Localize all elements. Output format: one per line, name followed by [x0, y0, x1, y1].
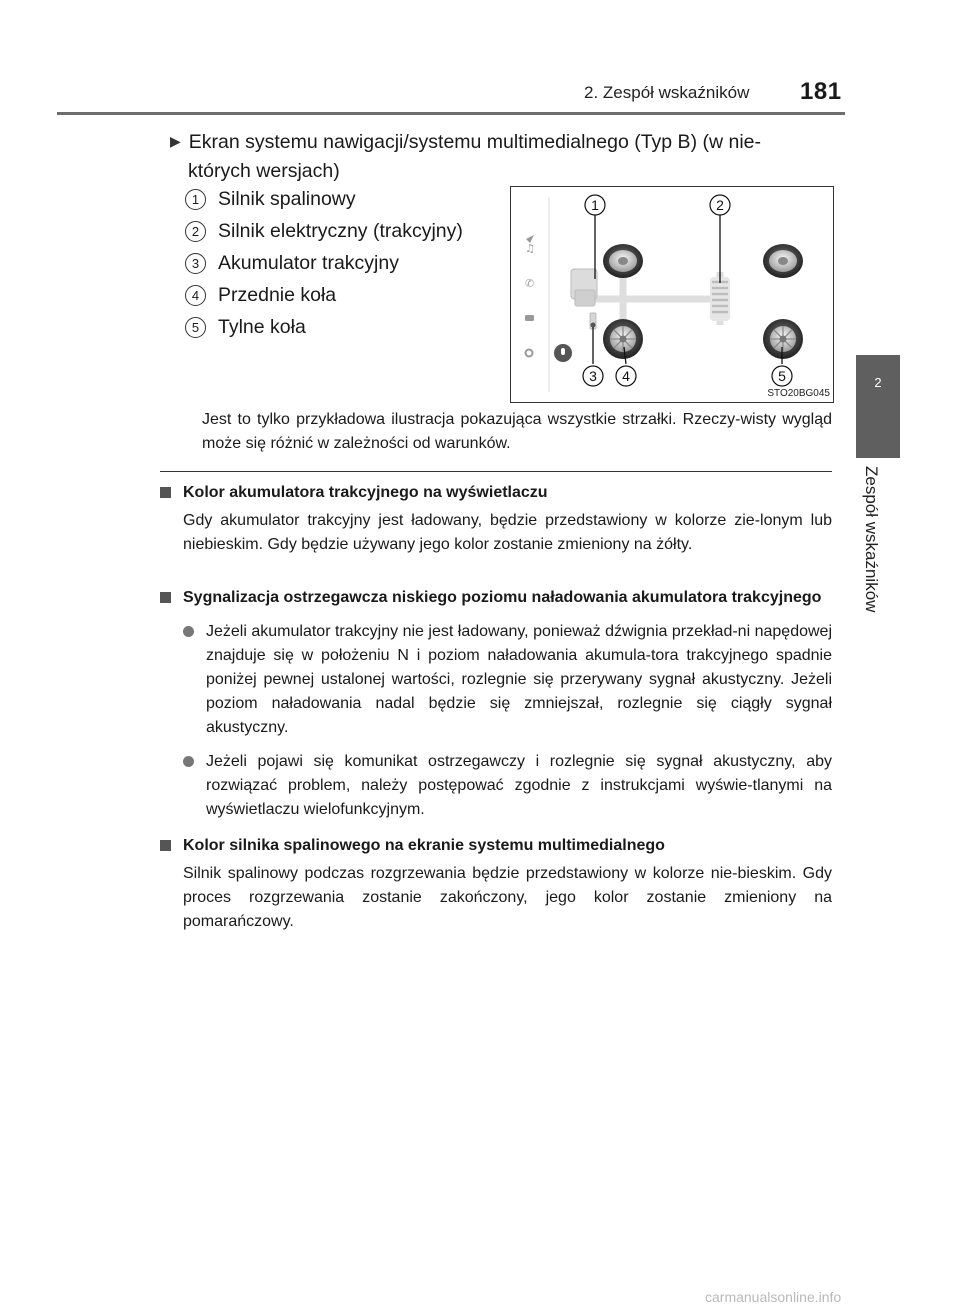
section-low-charge-warning [160, 586, 832, 822]
watermark: carmanualsonline.info [705, 1289, 842, 1305]
callout-4 [616, 366, 636, 386]
section-divider [160, 471, 832, 472]
page-number: 181 [800, 78, 842, 105]
legend-label: Silnik spalinowy [218, 187, 356, 210]
section-engine-color [160, 834, 832, 934]
bullet-text: Jeżeli akumulator trakcyjny nie jest ładowany, ponieważ dźwignia przekład-ni napędowej znajduje się w położeniu N i poziom naładowania akumula-tora trakcyjnego spadnie poniżej pewnej ustalonej wartości, rozlegnie się przerywany sygnał akustyczny. Jeżeli poziom naładowania nadal będzie się zmniejszał, rozlegnie się ciągły sygnał akustyczny. [206, 623, 832, 736]
legend-label: Przednie koła [218, 283, 337, 306]
callout-2 [710, 195, 730, 215]
section-title: Kolor akumulatora trakcyjnego na wyświetlaczu [183, 484, 548, 501]
triangle-arrow-icon: ▶ [170, 133, 181, 149]
round-bullet-icon [183, 756, 194, 767]
bullet-item [160, 750, 832, 822]
svg-text:3: 3 [589, 368, 597, 384]
rear-left-wheel-icon [603, 319, 643, 359]
car-icon [525, 315, 534, 321]
section-title: Kolor silnika spalinowego na ekranie systemu multimedialnego [183, 837, 665, 854]
figure-code: STO20BG045 [767, 388, 830, 399]
svg-text:2: 2 [716, 197, 724, 213]
square-bullet-icon [160, 840, 171, 851]
figure-note: Jest to tylko przykładowa ilustracja pokazująca wszystkie strzałki. Rzeczy-wisty wygląd może się różnić w zależności od warunków. [202, 411, 832, 452]
chapter-tab-label: Zespół wskaźników [862, 466, 881, 613]
svg-text:1: 1 [591, 197, 599, 213]
circled-number-icon: 4 [185, 285, 206, 306]
header-divider [57, 112, 845, 115]
callout-3 [583, 366, 603, 386]
chapter-tab [856, 355, 900, 458]
legend-item [185, 279, 463, 311]
intro-line-2: których wersjach) [188, 160, 340, 182]
intro-line-1: Ekran systemu nawigacji/systemu multimedialnego (Typ B) (w nie- [188, 131, 761, 153]
circled-number-icon: 3 [185, 253, 206, 274]
square-bullet-icon [160, 487, 171, 498]
music-note-icon [525, 242, 535, 255]
callout-1 [585, 195, 605, 215]
round-bullet-icon [183, 626, 194, 637]
svg-text:♫: ♫ [525, 242, 535, 255]
legend-item [185, 215, 463, 247]
legend-item [185, 311, 463, 343]
header-section-title: 2. Zespół wskaźników [584, 83, 750, 102]
legend-label: Akumulator trakcyjny [218, 251, 399, 274]
energy-monitor-illustration [511, 187, 833, 402]
settings-gear-icon [526, 350, 533, 357]
electric-motor-icon [710, 277, 730, 321]
traction-battery-icon [590, 313, 596, 329]
svg-text:✆: ✆ [525, 277, 535, 290]
phone-icon [525, 277, 534, 290]
front-right-wheel-icon [763, 244, 803, 278]
legend-label: Silnik elektryczny (trakcyjny) [218, 219, 463, 242]
chapter-tab-number: 2 [874, 375, 882, 390]
energy-monitor-figure [510, 186, 834, 403]
front-left-wheel-icon [603, 244, 643, 278]
section-title: Sygnalizacja ostrzegawcza niskiego poziomu naładowania akumulatora trakcyjnego [183, 589, 822, 606]
engine-block-icon [571, 269, 597, 306]
bullet-item [160, 620, 832, 740]
circled-number-icon: 1 [185, 189, 206, 210]
intro-heading [170, 127, 835, 186]
svg-text:4: 4 [622, 368, 630, 384]
rear-right-wheel-icon [763, 319, 803, 359]
svg-text:5: 5 [778, 368, 786, 384]
callout-5 [772, 366, 792, 386]
microphone-icon [554, 344, 572, 362]
section-body: Silnik spalinowy podczas rozgrzewania będzie przedstawiony w kolorze nie-bieskim. Gdy proces rozgrzewania zostanie zakończony, jego kolor zostanie zmieniony na pomarańczowy. [183, 865, 832, 930]
legend-list [185, 183, 463, 343]
bullet-text: Jeżeli pojawi się komunikat ostrzegawczy i rozlegnie się sygnał akustyczny, aby rozwiązać problem, należy postępować zgodnie z instrukcjami wyświe-tlanymi na wyświetlaczu wielofunkcyjnym. [206, 753, 832, 818]
section-body: Gdy akumulator trakcyjny jest ładowany, będzie przedstawiony w kolorze zie-lonym lub niebieskim. Gdy będzie używany jego kolor zostanie zmieniony na żółty. [183, 512, 832, 553]
legend-item [185, 183, 463, 215]
legend-label: Tylne koła [218, 315, 306, 338]
legend-item [185, 247, 463, 279]
square-bullet-icon [160, 592, 171, 603]
circled-number-icon: 5 [185, 317, 206, 338]
circled-number-icon: 2 [185, 221, 206, 242]
section-battery-color [160, 481, 832, 557]
